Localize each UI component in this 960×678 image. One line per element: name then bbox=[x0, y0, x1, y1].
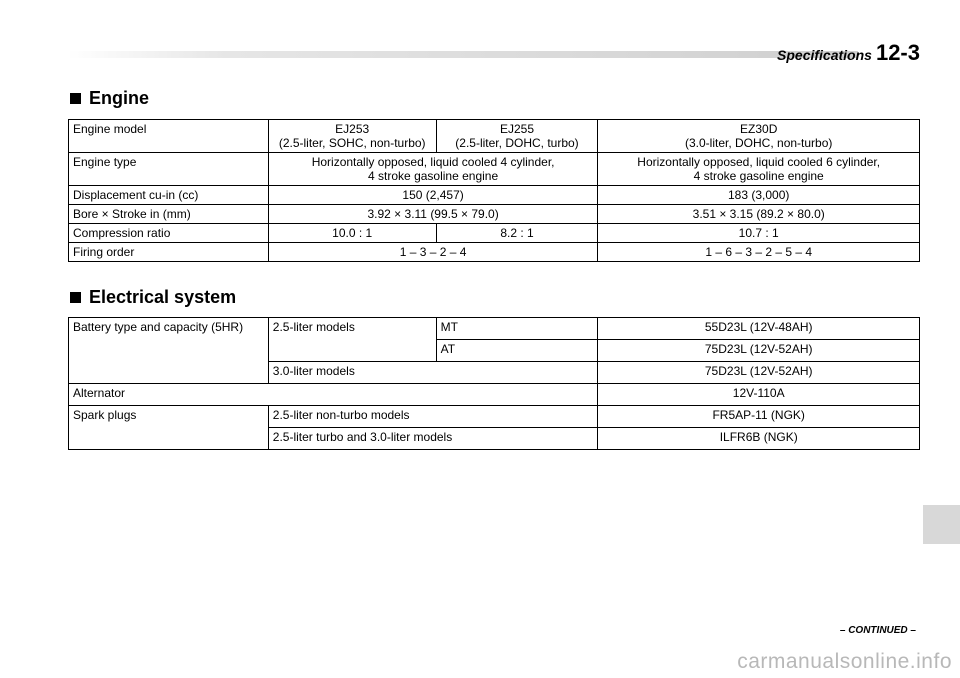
cell-label: Engine model bbox=[69, 120, 269, 153]
cell-value: 10.0 : 1 bbox=[268, 224, 436, 243]
table-row bbox=[69, 318, 920, 340]
electrical-heading-text: Electrical system bbox=[89, 287, 237, 307]
cell-value: EZ30D (3.0-liter, DOHC, non-turbo) bbox=[598, 120, 920, 153]
table-row bbox=[69, 224, 920, 243]
continued-note: – CONTINUED – bbox=[839, 625, 916, 636]
cell-value: ILFR6B (NGK) bbox=[598, 428, 920, 450]
engine-heading bbox=[70, 88, 149, 109]
table-row bbox=[69, 406, 920, 428]
cell-label: AT bbox=[436, 340, 598, 362]
table-row bbox=[69, 186, 920, 205]
cell-value: 1 – 3 – 2 – 4 bbox=[268, 243, 598, 262]
cell-label: Firing order bbox=[69, 243, 269, 262]
watermark: carmanualsonline.info bbox=[737, 650, 952, 673]
cell-label: Bore × Stroke in (mm) bbox=[69, 205, 269, 224]
cell-label: 2.5-liter non-turbo models bbox=[268, 406, 598, 428]
cell-value: Horizontally opposed, liquid cooled 4 cylinder, 4 stroke gasoline engine bbox=[268, 153, 598, 186]
cell-value: 3.92 × 3.11 (99.5 × 79.0) bbox=[268, 205, 598, 224]
square-bullet-icon bbox=[70, 292, 81, 303]
cell-label: Engine type bbox=[69, 153, 269, 186]
header-rule bbox=[68, 51, 858, 58]
cell-label: 3.0-liter models bbox=[268, 362, 598, 384]
cell-value: FR5AP-11 (NGK) bbox=[598, 406, 920, 428]
square-bullet-icon bbox=[70, 93, 81, 104]
chapter-tab bbox=[923, 505, 960, 544]
table-row bbox=[69, 153, 920, 186]
section-name: Specifications bbox=[777, 47, 872, 63]
page-header bbox=[777, 40, 920, 66]
engine-heading-text: Engine bbox=[89, 88, 150, 108]
cell-value: 150 (2,457) bbox=[268, 186, 598, 205]
cell-value: 12V-110A bbox=[598, 384, 920, 406]
electrical-spec-table bbox=[68, 317, 920, 450]
cell-label: Spark plugs bbox=[69, 406, 269, 450]
cell-label: Battery type and capacity (5HR) bbox=[69, 318, 269, 384]
table-row bbox=[69, 384, 920, 406]
cell-label: Displacement cu-in (cc) bbox=[69, 186, 269, 205]
cell-value: 8.2 : 1 bbox=[436, 224, 598, 243]
cell-value: 3.51 × 3.15 (89.2 × 80.0) bbox=[598, 205, 920, 224]
cell-value: 75D23L (12V-52AH) bbox=[598, 340, 920, 362]
cell-value: 183 (3,000) bbox=[598, 186, 920, 205]
cell-value: EJ253 (2.5-liter, SOHC, non-turbo) bbox=[268, 120, 436, 153]
cell-value: EJ255 (2.5-liter, DOHC, turbo) bbox=[436, 120, 598, 153]
cell-label: Compression ratio bbox=[69, 224, 269, 243]
page-number: 12-3 bbox=[875, 40, 920, 65]
cell-value: 75D23L (12V-52AH) bbox=[598, 362, 920, 384]
cell-label: Alternator bbox=[69, 384, 598, 406]
table-row bbox=[69, 120, 920, 153]
cell-value: 10.7 : 1 bbox=[598, 224, 920, 243]
table-row bbox=[69, 205, 920, 224]
electrical-heading bbox=[70, 287, 236, 308]
table-row bbox=[69, 243, 920, 262]
cell-value: 1 – 6 – 3 – 2 – 5 – 4 bbox=[598, 243, 920, 262]
cell-label: 2.5-liter turbo and 3.0-liter models bbox=[268, 428, 598, 450]
cell-value: Horizontally opposed, liquid cooled 6 cylinder, 4 stroke gasoline engine bbox=[598, 153, 920, 186]
engine-spec-table bbox=[68, 119, 920, 262]
cell-label: 2.5-liter models bbox=[268, 318, 436, 362]
cell-label: MT bbox=[436, 318, 598, 340]
cell-value: 55D23L (12V-48AH) bbox=[598, 318, 920, 340]
